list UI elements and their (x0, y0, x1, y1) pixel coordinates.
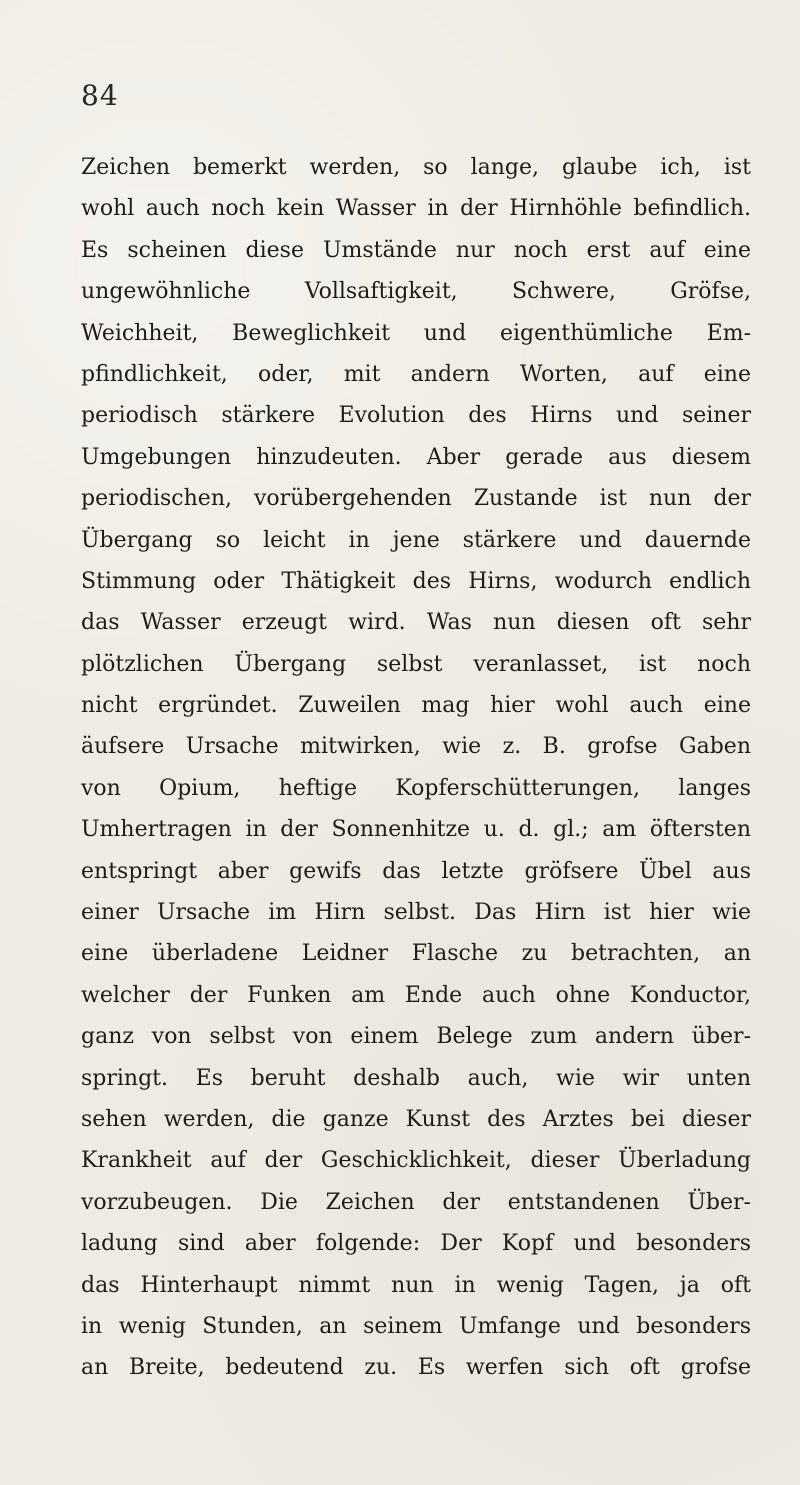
text-line: Krankheit auf der Geschicklichkeit, dieser Überladung (81, 1148, 751, 1174)
text-line: an Breite, bedeutend zu. Es werfen sich oft grofse (81, 1355, 751, 1381)
text-line: wohl auch noch kein Wasser in der Hirnhöhle befindlich. (81, 196, 751, 222)
text-line: Umhertragen in der Sonnenhitze u. d. gl.; am öftersten (81, 817, 751, 843)
text-line: Umgebungen hinzudeuten. Aber gerade aus diesem (81, 444, 751, 470)
text-line: eine überladene Leidner Flasche zu betrachten, an (81, 941, 751, 967)
text-line: das Wasser erzeugt wird. Was nun diesen oft sehr (81, 610, 751, 636)
text-line: pfindlichkeit, oder, mit andern Worten, auf eine (81, 361, 751, 387)
text-line: ladung sind aber folgende: Der Kopf und besonders (81, 1231, 751, 1257)
text-line: entspringt aber gewifs das letzte gröfsere Übel aus (81, 858, 751, 884)
text-line: Es scheinen diese Umstände nur noch erst auf eine (81, 237, 751, 263)
text-line: nicht ergründet. Zuweilen mag hier wohl auch eine (81, 693, 751, 719)
text-line: Übergang so leicht in jene stärkere und dauernde (81, 527, 751, 553)
text-line: periodischen, vorübergehenden Zustande ist nun der (81, 486, 751, 512)
page-number: 84 (81, 79, 119, 112)
text-line: sehen werden, die ganze Kunst des Arztes bei dieser (81, 1106, 751, 1132)
text-line: springt. Es beruht deshalb auch, wie wir unten (81, 1065, 751, 1091)
text-line: plötzlichen Übergang selbst veranlasset, ist noch (81, 651, 751, 677)
text-line: Stimmung oder Thätigkeit des Hirns, wodurch endlich (81, 568, 751, 594)
text-line: äufsere Ursache mitwirken, wie z. B. grofse Gaben (81, 734, 751, 760)
text-line: einer Ursache im Hirn selbst. Das Hirn ist hier wie (81, 900, 751, 926)
text-line: Weichheit, Beweglichkeit und eigenthümliche Em- (81, 320, 751, 346)
text-line: das Hinterhaupt nimmt nun in wenig Tagen, ja oft (81, 1272, 751, 1298)
text-line: ganz von selbst von einem Belege zum andern über- (81, 1024, 751, 1050)
text-line: von Opium, heftige Kopferschütterungen, langes (81, 775, 751, 801)
body-text (81, 147, 751, 1389)
text-line: in wenig Stunden, an seinem Umfange und besonders (81, 1313, 751, 1339)
text-line: ungewöhnliche Vollsaftigkeit, Schwere, Gröfse, (81, 279, 751, 305)
text-line: welcher der Funken am Ende auch ohne Konductor, (81, 982, 751, 1008)
text-line: Zeichen bemerkt werden, so lange, glaube ich, ist (81, 155, 751, 180)
text-line: periodisch stärkere Evolution des Hirns und seiner (81, 403, 751, 429)
text-line: vorzubeugen. Die Zeichen der entstandenen Über- (81, 1189, 751, 1215)
